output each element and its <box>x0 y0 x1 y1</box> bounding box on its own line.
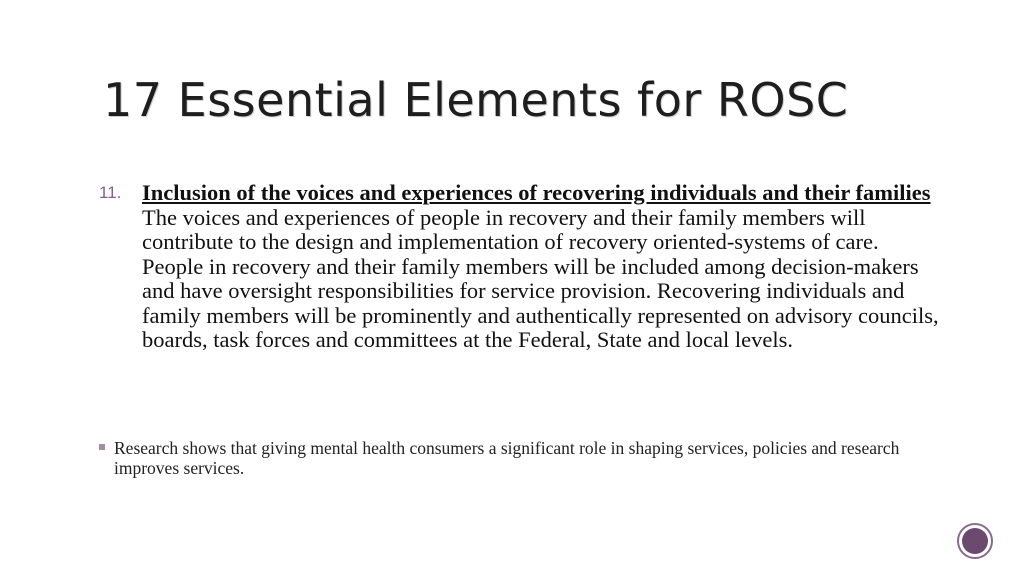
square-bullet-icon <box>99 444 105 450</box>
item-number: 11. <box>99 183 122 202</box>
slide-title: 17 Essential Elements for ROSC <box>103 73 849 127</box>
item-body <box>142 181 942 353</box>
bullet-text: Research shows that giving mental health consumers a significant role in shaping services, policies and research improves services. <box>114 438 900 478</box>
item-heading: Inclusion of the voices and experiences of recovering individuals and their families <box>142 180 931 205</box>
slide-nav-button[interactable] <box>957 523 993 559</box>
item-text: The voices and experiences of people in recovery and their family members will contribute to the design and implementation of recovery oriented-systems of care. People in recovery and their family members will be included among decision-makers and have oversight responsibilities for service provision. Recovering individuals and family members will be prominently and authentically represented on advisory councils, boards, task forces and committees at the Federal, State and local levels. <box>142 204 939 352</box>
